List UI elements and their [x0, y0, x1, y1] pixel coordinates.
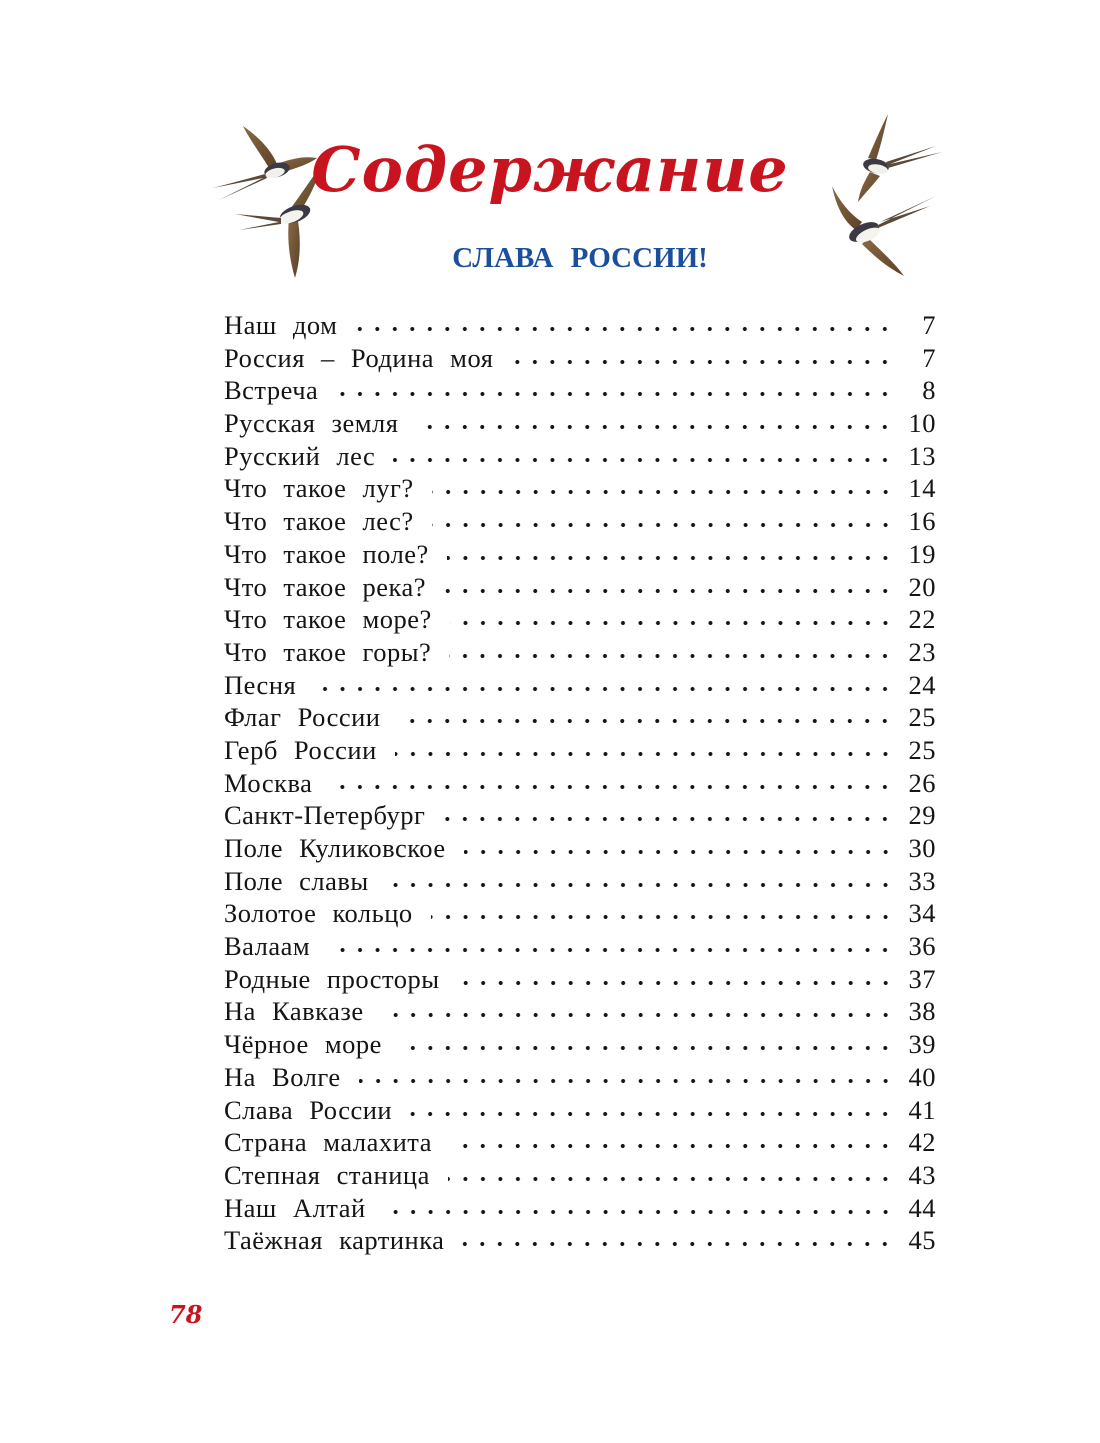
dot-leader [398, 719, 894, 723]
toc-entry-page: 34 [908, 898, 936, 929]
toc-entry-title: Что такое луг? [224, 473, 414, 504]
dot-leader [444, 589, 894, 593]
dot-leader [395, 752, 894, 756]
toc-entry-title: Валаам [224, 931, 311, 962]
toc-entry-page: 19 [908, 538, 936, 569]
toc-entry-page: 36 [908, 931, 936, 962]
page-number: 78 [169, 1300, 203, 1329]
toc-entry-title: Родные просторы [224, 963, 440, 994]
toc-entry [224, 572, 936, 605]
toc-entry-title: Степная станица [224, 1159, 430, 1190]
toc-entry-title: Чёрное море [224, 1029, 382, 1060]
toc-entry-title: Герб России [224, 734, 377, 765]
toc-entry-title: Что такое горы? [224, 636, 432, 667]
dot-leader [458, 981, 894, 985]
toc-entry-title: Наш дом [224, 310, 338, 340]
toc-entry [224, 473, 936, 506]
toc-entry [224, 1095, 936, 1128]
toc-entry [224, 310, 936, 343]
toc-entry-page: 8 [922, 375, 936, 406]
toc-entry [224, 343, 936, 376]
toc-entry-page: 7 [922, 342, 936, 373]
dot-leader [450, 1144, 894, 1148]
dot-leader [443, 817, 894, 821]
toc-entry-page: 44 [908, 1192, 936, 1223]
dot-leader [330, 785, 894, 789]
toc-entry [224, 1062, 936, 1095]
toc-entry-page: 22 [908, 604, 936, 635]
toc-entry-title: Поле Куликовское [224, 833, 446, 863]
toc-entry-title: Страна малахита [224, 1127, 432, 1158]
toc-entry [224, 964, 936, 997]
dot-leader [450, 621, 894, 625]
toc-entry-title: Слава России [224, 1094, 393, 1125]
toc-entry-page: 43 [908, 1159, 936, 1190]
toc-entry [224, 506, 936, 539]
toc-entry [224, 866, 936, 899]
toc-entry-title: Москва [224, 767, 313, 798]
dot-leader [336, 392, 894, 396]
toc-entry-page: 24 [908, 669, 936, 700]
toc-entry-page: 41 [908, 1094, 936, 1125]
dot-leader [382, 1013, 894, 1017]
toc-entry [224, 1160, 936, 1193]
dot-leader [359, 1079, 894, 1083]
dot-leader [432, 523, 894, 527]
toc-entry [224, 637, 936, 670]
toc-entry-page: 13 [908, 440, 936, 471]
dot-leader [328, 948, 894, 952]
page-title: Содержание [311, 133, 789, 206]
table-of-contents [224, 310, 936, 1258]
toc-entry [224, 833, 936, 866]
toc-entry-page: 37 [908, 963, 936, 994]
dot-leader [410, 1112, 894, 1116]
dot-leader [314, 687, 894, 691]
toc-entry [224, 898, 936, 931]
toc-entry-title: Наш Алтай [224, 1192, 366, 1223]
dot-leader [511, 360, 894, 364]
toc-entry [224, 375, 936, 408]
toc-entry-page: 40 [908, 1061, 936, 1092]
toc-entry-page: 25 [908, 734, 936, 765]
toc-entry-page: 30 [908, 833, 936, 863]
toc-entry [224, 800, 936, 833]
dot-leader [462, 1242, 894, 1246]
dot-leader [449, 654, 894, 658]
toc-entry-title: Россия – Родина моя [224, 342, 494, 373]
toc-entry [224, 441, 936, 474]
toc-entry [224, 1193, 936, 1226]
toc-entry [224, 1127, 936, 1160]
toc-entry-page: 29 [908, 800, 936, 831]
toc-entry-page: 25 [908, 702, 936, 733]
toc-entry [224, 931, 936, 964]
toc-entry [224, 1029, 936, 1062]
toc-entry-title: Что такое лес? [224, 506, 414, 537]
toc-entry-page: 38 [908, 996, 936, 1027]
toc-entry-page: 14 [908, 473, 936, 504]
toc-entry [224, 604, 936, 637]
dot-leader [393, 458, 894, 462]
toc-entry [224, 1225, 936, 1258]
dot-leader [447, 556, 894, 560]
toc-entry-title: Русская земля [224, 408, 399, 439]
toc-entry-title: Поле славы [224, 865, 369, 896]
toc-entry [224, 408, 936, 441]
toc-entry-title: Что такое река? [224, 571, 426, 602]
toc-entry [224, 670, 936, 703]
toc-entry [224, 996, 936, 1029]
toc-entry [224, 539, 936, 572]
toc-entry-page: 45 [908, 1225, 936, 1256]
toc-entry-title: Русский лес [224, 440, 376, 471]
toc-entry-page: 42 [908, 1127, 936, 1158]
toc-entry-page: 23 [908, 636, 936, 667]
toc-entry-page: 16 [908, 506, 936, 537]
section-title: СЛАВА РОССИИ! [452, 242, 708, 274]
toc-entry-title: На Волге [224, 1061, 341, 1092]
toc-entry-title: На Кавказе [224, 996, 364, 1027]
toc-entry-title: Золотое кольцо [224, 898, 413, 929]
dot-leader [464, 850, 894, 854]
toc-entry [224, 702, 936, 735]
dot-leader [355, 327, 894, 331]
toc-entry-title: Что такое море? [224, 604, 432, 635]
toc-entry-page: 7 [922, 310, 936, 340]
dot-leader [416, 425, 894, 429]
dot-leader [384, 1210, 894, 1214]
toc-entry-page: 26 [908, 767, 936, 798]
toc-entry-page: 39 [908, 1029, 936, 1060]
toc-entry-title: Санкт-Петербург [224, 800, 426, 831]
dot-leader [432, 490, 894, 494]
toc-entry-title: Встреча [224, 375, 319, 406]
toc-entry-title: Что такое поле? [224, 538, 429, 569]
toc-entry-page: 10 [908, 408, 936, 439]
toc-entry-title: Таёжная картинка [224, 1225, 445, 1256]
toc-entry-title: Песня [224, 669, 297, 700]
dot-leader [400, 1046, 894, 1050]
toc-entry-page: 20 [908, 571, 936, 602]
toc-entry [224, 735, 936, 768]
toc-entry-page: 33 [908, 865, 936, 896]
dot-leader [387, 883, 894, 887]
dot-leader [431, 915, 894, 919]
toc-entry-title: Флаг России [224, 702, 381, 733]
dot-leader [448, 1177, 894, 1181]
toc-entry [224, 768, 936, 801]
